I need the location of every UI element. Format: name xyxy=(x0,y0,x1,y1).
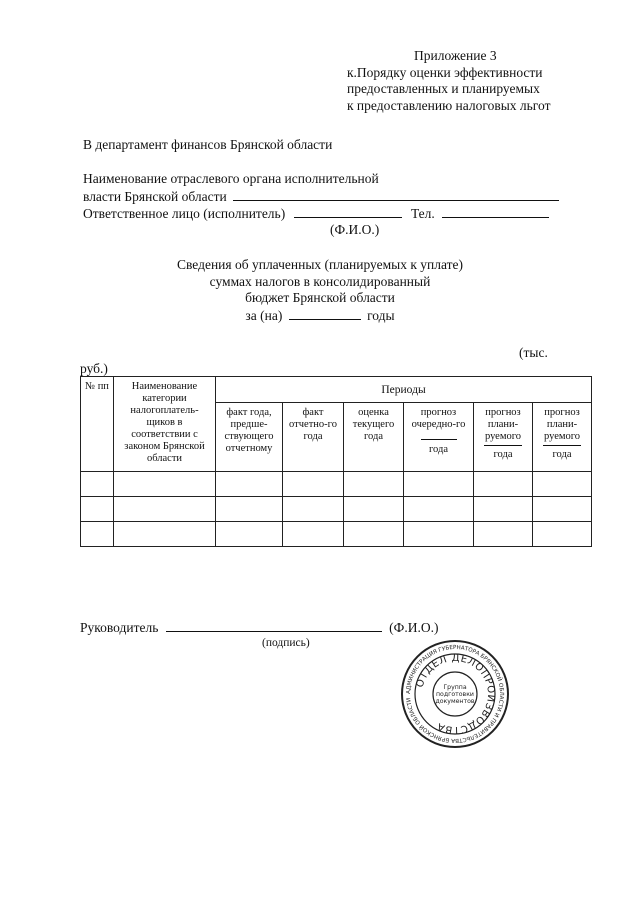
org-name-label-1: Наименование отраслевого органа исполнительной xyxy=(83,171,379,186)
signature-field[interactable] xyxy=(166,619,382,632)
col-header-period: прогноз очередно-го года xyxy=(404,403,474,472)
responsible-label: Ответственное лицо (исполнитель) xyxy=(83,206,286,221)
appendix-line: к предоставлению налоговых льгот xyxy=(347,97,551,113)
appendix-title: Приложение 3 xyxy=(414,48,497,63)
units-label-part1: (тыс. xyxy=(519,345,548,360)
org-name-field[interactable] xyxy=(233,188,559,201)
info-title-line: суммах налогов в консолидированный xyxy=(209,273,431,289)
signature-caption: (подпись) xyxy=(262,637,310,649)
stamp-middle-text: ОТДЕЛ ДЕЛОПРОИЗВОДСТВА xyxy=(414,652,497,736)
manager-label: Руководитель xyxy=(80,620,159,635)
fio-caption: (Ф.И.О.) xyxy=(330,222,380,237)
responsible-row xyxy=(83,205,559,223)
org-name-row xyxy=(83,188,559,206)
col-header-period: факт отчетно-го года xyxy=(283,403,344,472)
stamp-center-line: Группа xyxy=(443,684,467,691)
table-row xyxy=(81,497,592,522)
col-header-period: прогноз плани-руемого года xyxy=(533,403,592,472)
recipient: В департамент финансов Брянской области xyxy=(83,137,333,152)
table-row xyxy=(81,522,592,547)
col-header-number: № пп xyxy=(81,377,114,472)
responsible-field[interactable] xyxy=(294,205,402,218)
col-header-period: факт года, предше-ствующего отчетному xyxy=(216,403,283,472)
periods-header: Периоды xyxy=(216,377,592,403)
manager-fio: (Ф.И.О.) xyxy=(389,620,439,635)
tax-report-table xyxy=(80,376,592,547)
stamp-center-line: документов xyxy=(435,698,475,705)
info-title-line: Сведения об уплаченных (планируемых к уплате) xyxy=(176,257,464,272)
stamp-center-line: подготовки xyxy=(436,691,474,698)
manager-row xyxy=(80,619,438,636)
year-suffix: годы xyxy=(367,307,395,323)
org-name-label-2: власти Брянской области xyxy=(83,188,227,204)
col-header-category: Наименование категории налогоплатель-щиков в соответствии с законом Брянской области xyxy=(114,377,216,472)
year-field[interactable] xyxy=(289,307,361,320)
stamp-outer-text: АДМИНИСТРАЦИЯ ГУБЕРНАТОРА БРЯНСКОЙ ОБЛАСТИ И ПРАВИТЕЛЬСТВА БРЯНСКОЙ ОБЛАСТИ xyxy=(405,644,505,744)
col-header-period: оценка текущего года xyxy=(344,403,404,472)
info-title-year-row xyxy=(0,307,640,325)
org-block xyxy=(83,171,559,223)
appendix-header xyxy=(347,48,550,114)
phone-field[interactable] xyxy=(442,205,549,218)
units-label-part2: руб.) xyxy=(80,361,108,376)
year-prefix: за (на) xyxy=(245,307,283,323)
col-header-period: прогноз плани-руемого года xyxy=(474,403,533,472)
table-header-row xyxy=(81,377,592,403)
appendix-line: к.Порядку оценки эффективности xyxy=(347,64,543,80)
phone-label: Тел. xyxy=(410,206,435,221)
appendix-line: предоставленных и планируемых xyxy=(347,81,540,96)
office-stamp xyxy=(400,638,510,750)
info-title-line: бюджет Брянской области xyxy=(245,290,395,305)
info-title xyxy=(0,257,640,324)
table-row xyxy=(81,472,592,497)
